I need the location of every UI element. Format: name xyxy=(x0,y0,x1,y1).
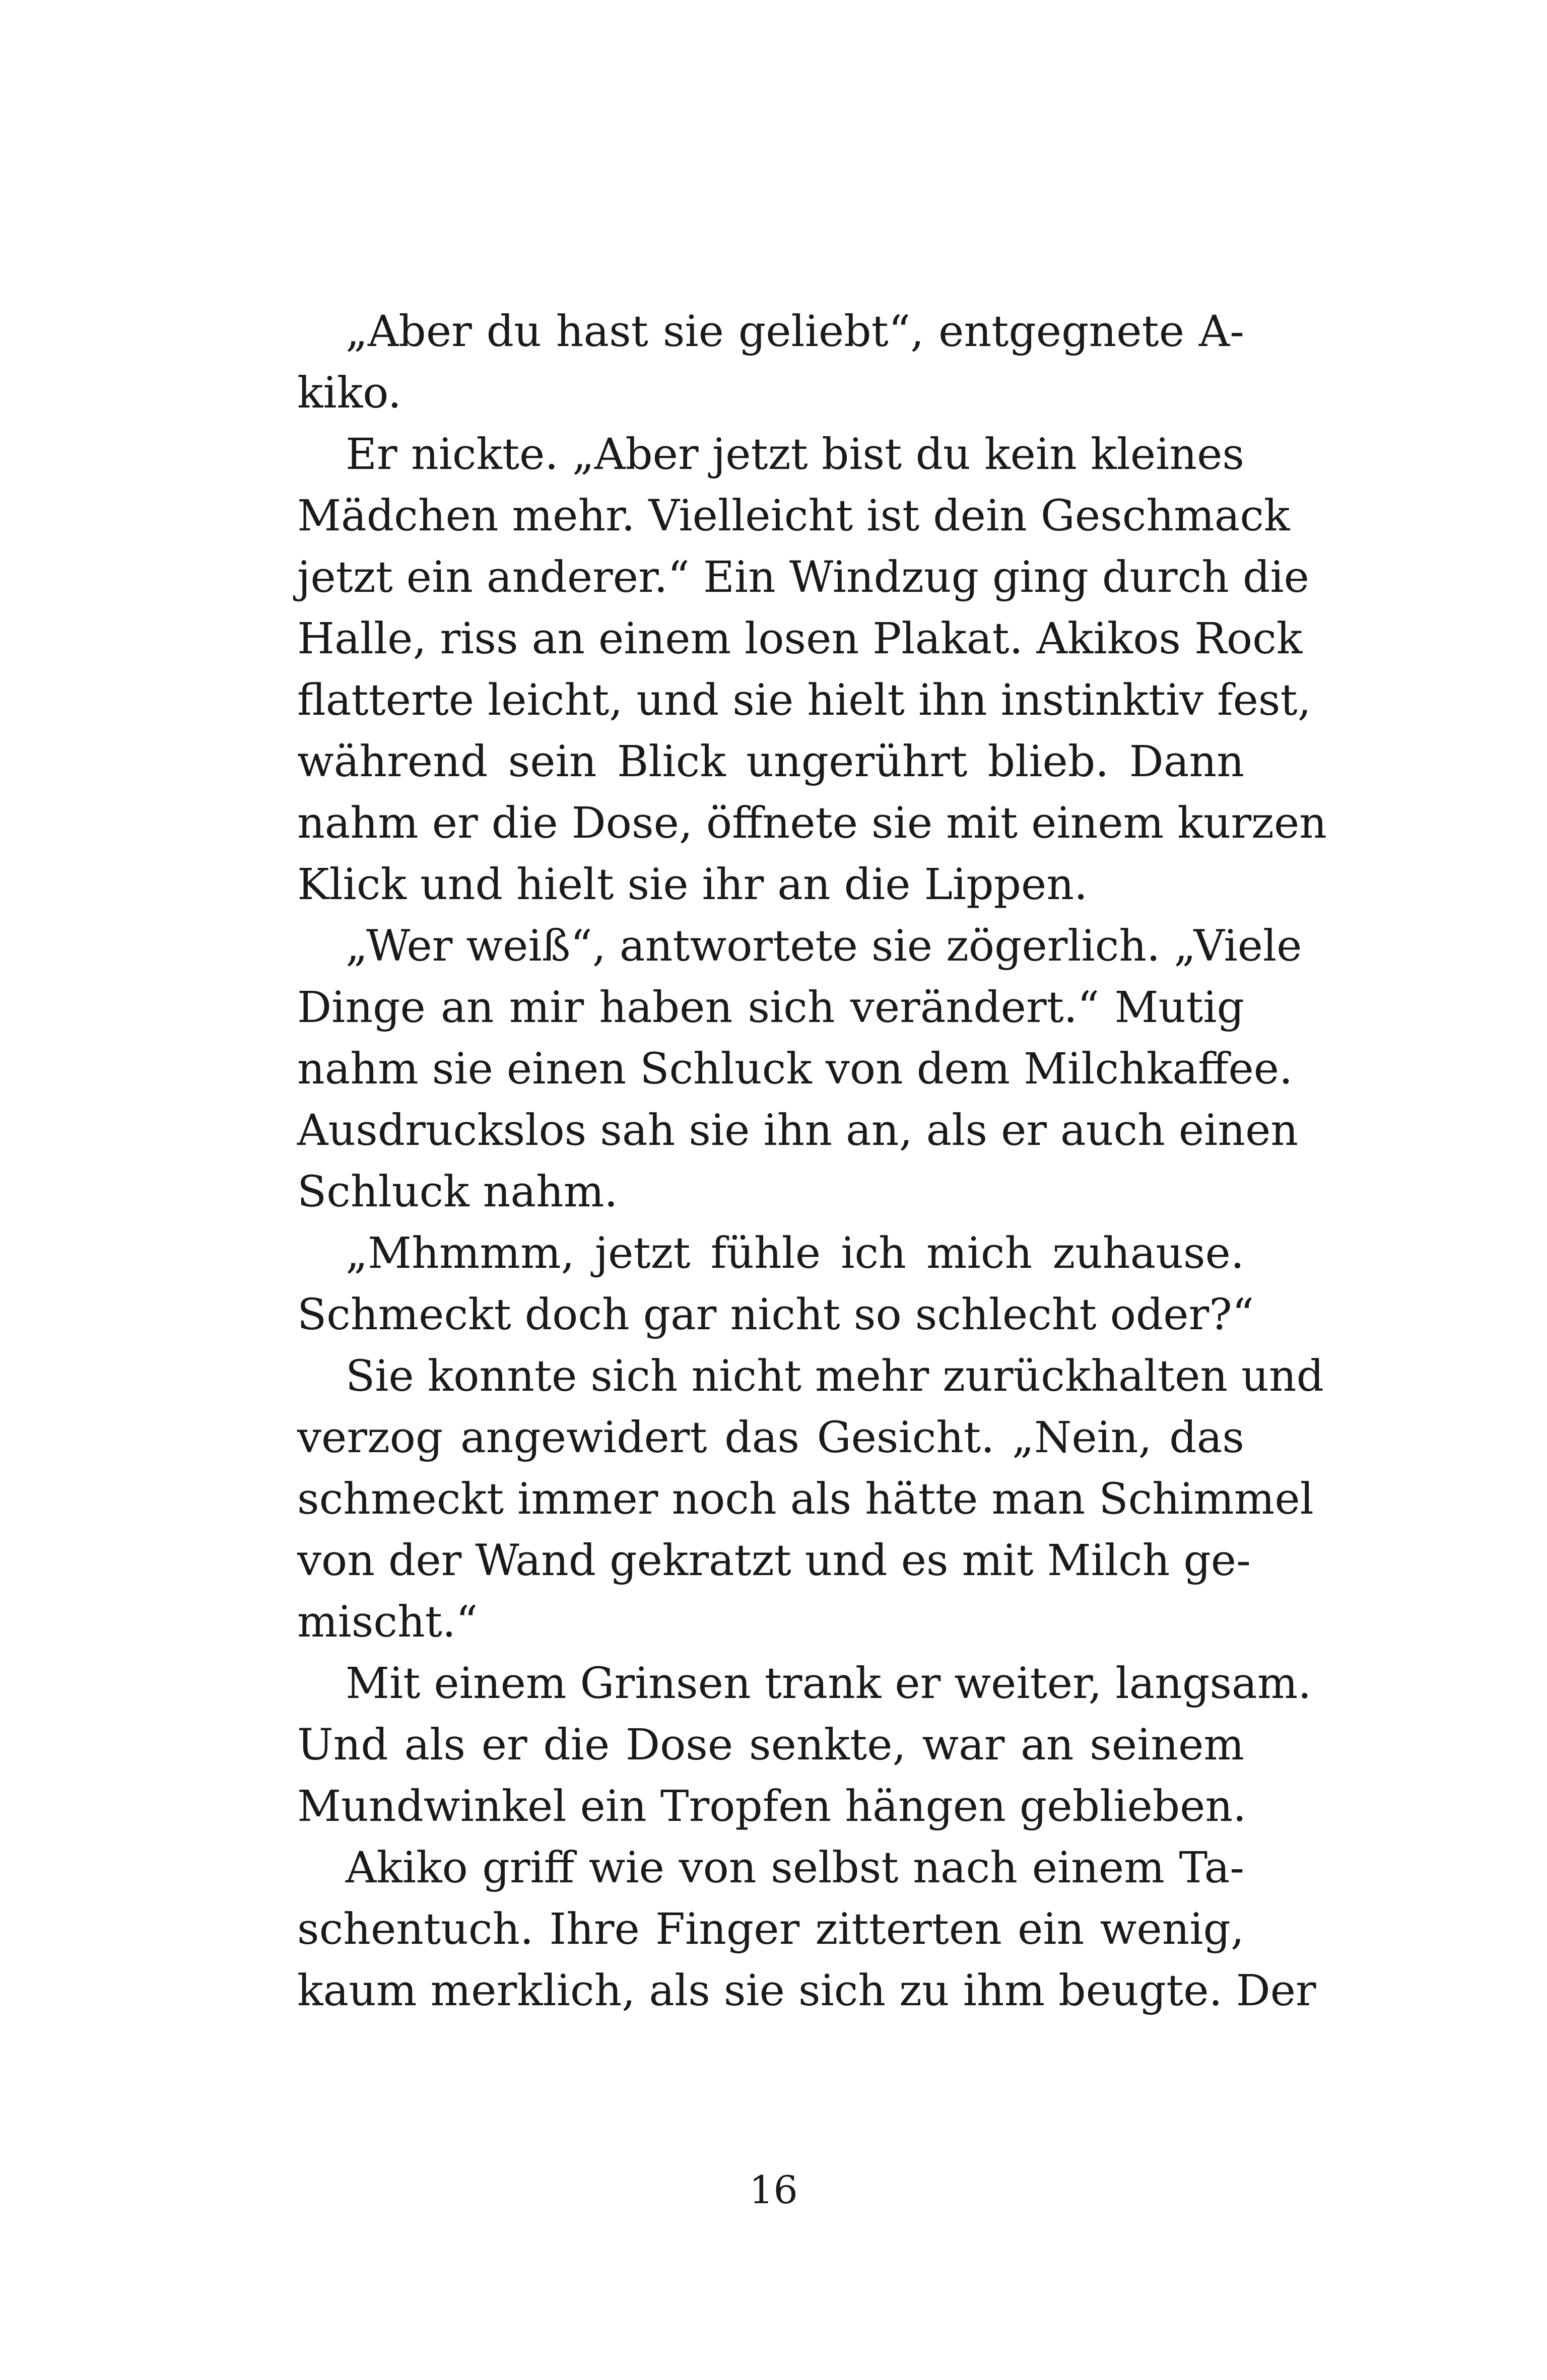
text-line: Und als er die Dose senkte, war an seinem xyxy=(297,1720,1244,1770)
text-line: verzog angewidert das Gesicht. „Nein, das xyxy=(297,1413,1244,1463)
text-line: schentuch. Ihre Finger zitterten ein wenig, xyxy=(297,1905,1244,1954)
text-line: nahm er die Dose, öffnete sie mit einem kurzen xyxy=(297,798,1327,848)
text-line: Mit einem Grinsen trank er weiter, langsam. xyxy=(346,1659,1312,1709)
text-line: Dinge an mir haben sich verändert.“ Mutig xyxy=(297,983,1244,1033)
text-line: schmeckt immer noch als hätte man Schimmel xyxy=(297,1474,1314,1524)
text-line: von der Wand gekratzt und es mit Milch ge- xyxy=(297,1536,1251,1586)
text-line: Schluck nahm. xyxy=(297,1167,618,1217)
text-line: Er nickte. „Aber jetzt bist du kein kleines xyxy=(346,430,1244,480)
text-line: Akiko griff wie von selbst nach einem Ta- xyxy=(346,1843,1244,1893)
body-text xyxy=(297,301,1327,2022)
text-line: „Mhmmm, jetzt fühle ich mich zuhause. xyxy=(346,1229,1244,1278)
page-number: 16 xyxy=(749,2167,798,2212)
text-line: flatterte leicht, und sie hielt ihn instinktiv fest, xyxy=(297,675,1311,725)
text-line: kaum merklich, als sie sich zu ihm beugte. Der xyxy=(297,1966,1316,2016)
text-line: „Aber du hast sie geliebt“, entgegnete A- xyxy=(346,307,1244,357)
text-line: Mundwinkel ein Tropfen hängen geblieben. xyxy=(297,1782,1247,1831)
text-line: mischt.“ xyxy=(297,1597,478,1647)
text-line: jetzt ein anderer.“ Ein Windzug ging durch die xyxy=(297,553,1309,602)
text-line: Schmeckt doch gar nicht so schlecht oder?“ xyxy=(297,1290,1254,1340)
text-line: nahm sie einen Schluck von dem Milchkaffee. xyxy=(297,1044,1293,1094)
text-line: Ausdruckslos sah sie ihn an, als er auch einen xyxy=(297,1106,1299,1155)
text-line: Klick und hielt sie ihr an die Lippen. xyxy=(297,860,1088,910)
text-line: Mädchen mehr. Vielleicht ist dein Geschmack xyxy=(297,491,1290,541)
text-line: kiko. xyxy=(297,368,401,418)
text-line: „Wer weiß“, antwortete sie zögerlich. „Viele xyxy=(346,921,1302,971)
text-line: Halle, riss an einem losen Plakat. Akikos Rock xyxy=(297,614,1303,664)
text-line: während sein Blick ungerührt blieb. Dann xyxy=(297,737,1244,787)
text-line: Sie konnte sich nicht mehr zurückhalten und xyxy=(346,1351,1324,1401)
